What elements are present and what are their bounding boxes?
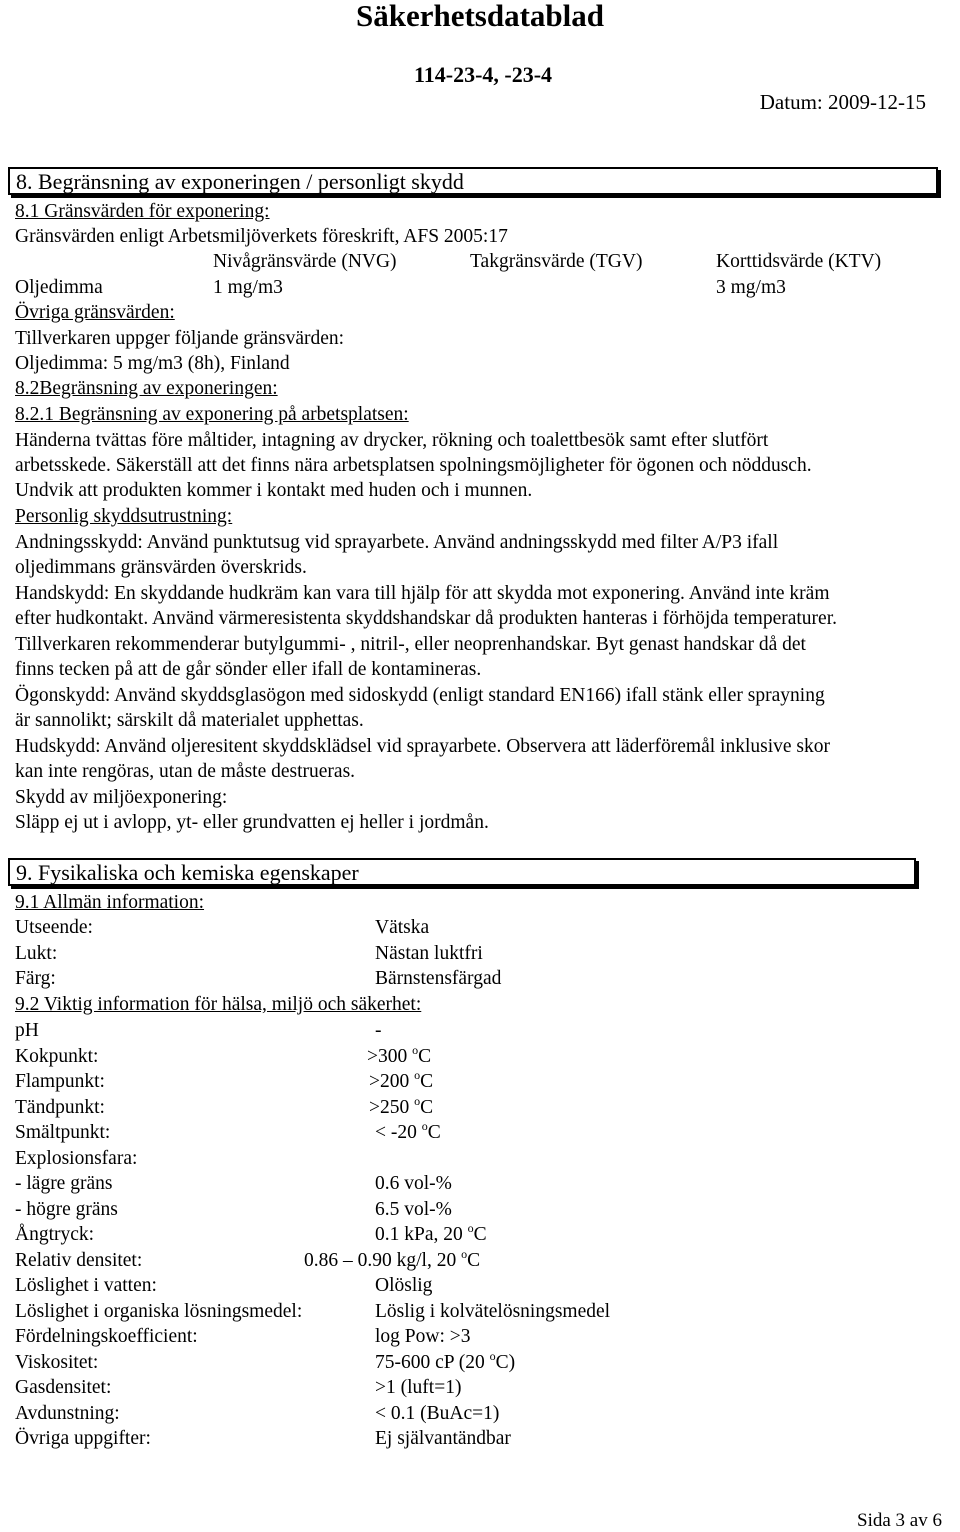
property-label: Explosionsfara: [15, 1148, 138, 1169]
section-8-1-heading: 8.1 Gränsvärden för exponering: [15, 201, 270, 222]
text-line: Handskydd: En skyddande hudkräm kan vara till hjälp för att skydda mot exponering. Använd inte kräm [15, 583, 830, 604]
limits-header-tgv: Takgränsvärde (TGV) [470, 251, 643, 272]
property-label: Avdunstning: [15, 1403, 120, 1424]
property-value-text: - [375, 1020, 382, 1041]
degree-sup: o [412, 1043, 419, 1057]
property-value [375, 1273, 432, 1298]
section-8-2-1-heading: 8.2.1 Begränsning av exponering på arbetsplatsen: [15, 404, 409, 425]
property-unit: C) [495, 1352, 516, 1373]
property-value-text: 75-600 cP (20 [375, 1352, 490, 1373]
property-unit: C [418, 1046, 432, 1067]
property-label: Löslighet i vatten: [15, 1275, 157, 1296]
limits-header-ktv: Korttidsvärde (KTV) [716, 251, 882, 272]
property-value [375, 1375, 461, 1400]
degree-sup: o [489, 1349, 496, 1363]
section-9-heading: 9. Fysikaliska och kemiska egenskaper [8, 858, 916, 886]
property-value-text: >250 [369, 1097, 415, 1118]
limits-header-nvg: Nivågränsvärde (NVG) [213, 251, 397, 272]
document-date: Datum: 2009-12-15 [759, 90, 926, 114]
property-unit: C [420, 1071, 434, 1092]
property-value-text: 0.86 – 0.90 kg/l, 20 [304, 1250, 462, 1271]
property-value-text: >1 (luft=1) [375, 1377, 462, 1398]
property-value-text: < -20 [375, 1122, 422, 1143]
text-line: Hudskydd: Använd oljeresitent skyddsklädsel vid sprayarbete. Observera att läderföremål inklusive skor [15, 736, 831, 757]
property-value [369, 1095, 433, 1120]
property-value-text: 6.5 vol-% [375, 1199, 452, 1220]
section-9-2-heading: 9.2 Viktig information för hälsa, miljö och säkerhet: [15, 994, 422, 1015]
text-line: Släpp ej ut i avlopp, yt- eller grundvatten ej heller i jordmån. [15, 812, 489, 833]
property-value [375, 1018, 382, 1043]
property-label: Relativ densitet: [15, 1250, 143, 1271]
property-label: Smältpunkt: [15, 1122, 111, 1143]
property-value [304, 1248, 480, 1273]
property-label: Kokpunkt: [15, 1046, 99, 1067]
general-value: Bärnstensfärgad [375, 968, 502, 989]
property-label: pH [15, 1020, 39, 1041]
property-unit: C [427, 1122, 441, 1143]
property-label: Viskositet: [15, 1352, 99, 1373]
degree-sup: o [421, 1119, 428, 1133]
limits-row-name: Oljedimma [15, 277, 103, 298]
property-label: Ångtryck: [15, 1224, 95, 1245]
property-value-text: Löslig i kolvätelösningsmedel [375, 1301, 611, 1322]
property-value [375, 1197, 452, 1222]
limits-intro: Gränsvärden enligt Arbetsmiljöverkets föreskrift, AFS 2005:17 [15, 226, 508, 247]
general-value: Vätska [375, 917, 430, 938]
limits-row-ktv: 3 mg/m3 [716, 277, 786, 298]
property-label: - högre gräns [15, 1199, 118, 1220]
text-line: kan inte rengöras, utan de måste destrueras. [15, 761, 356, 782]
property-value [375, 1299, 610, 1324]
general-label: Utseende: [15, 917, 93, 938]
property-unit: C [420, 1097, 434, 1118]
property-label: Fördelningskoefficient: [15, 1326, 198, 1347]
section-9-1-heading: 9.1 Allmän information: [15, 892, 205, 913]
text-line: oljedimmans gränsvärden överskrids. [15, 557, 307, 578]
text-line: Händerna tvättas före måltider, intagning av drycker, rökning och toalettbesök samt efter slutfört [15, 430, 769, 451]
property-value-text: Olöslig [375, 1275, 433, 1296]
property-value [375, 1350, 515, 1375]
text-line: Tillverkaren rekommenderar butylgummi- , nitril-, eller neoprenhandskar. Byt genast handskar då det [15, 634, 806, 655]
text-line: Skydd av miljöexponering: [15, 787, 228, 808]
property-label: Löslighet i organiska lösningsmedel: [15, 1301, 303, 1322]
property-value [375, 1426, 511, 1451]
section-8-2-heading: 8.2Begränsning av exponeringen: [15, 378, 278, 399]
other-limits-line: Tillverkaren uppger följande gränsvärden: [15, 328, 345, 349]
text-line: Undvik att produkten kommer i kontakt med huden och i munnen. [15, 480, 533, 501]
property-label: - lägre gräns [15, 1173, 113, 1194]
property-value-text: Ej självantändbar [375, 1428, 511, 1449]
text-line: Andningsskydd: Använd punktutsug vid sprayarbete. Använd andningsskydd med filter A/P3 ifall [15, 532, 779, 553]
general-label: Färg: [15, 968, 56, 989]
property-value [375, 1120, 441, 1145]
property-label: Flampunkt: [15, 1071, 105, 1092]
degree-sup: o [467, 1221, 474, 1235]
property-unit: C [473, 1224, 487, 1245]
property-value [375, 1401, 499, 1426]
page-number: Sida 3 av 6 [857, 1510, 942, 1531]
text-line: Ögonskydd: Använd skyddsglasögon med sidoskydd (enligt standard EN166) ifall stänk eller sprayning [15, 685, 825, 706]
degree-sup: o [414, 1068, 421, 1082]
limits-row-nvg: 1 mg/m3 [213, 277, 283, 298]
ppe-heading: Personlig skyddsutrustning: [15, 506, 233, 527]
property-value-text: log Pow: >3 [375, 1326, 471, 1347]
property-value-text: 0.1 kPa, 20 [375, 1224, 468, 1245]
text-line: arbetsskede. Säkerställ att det finns nära arbetsplatsen spolningsmöjligheter för ögonen och nöddusch. [15, 455, 812, 476]
property-label: Gasdensitet: [15, 1377, 112, 1398]
property-value-text: 0.6 vol-% [375, 1173, 452, 1194]
degree-sup: o [461, 1247, 468, 1261]
property-unit: C [467, 1250, 481, 1271]
property-value-text: >300 [367, 1046, 413, 1067]
property-value-text: >200 [369, 1071, 415, 1092]
degree-sup: o [414, 1094, 421, 1108]
general-value: Nästan luktfri [375, 943, 483, 964]
text-line: är sannolikt; särskilt då materialet upphettas. [15, 710, 364, 731]
property-label: Övriga uppgifter: [15, 1428, 151, 1449]
general-label: Lukt: [15, 943, 58, 964]
text-line: efter hudkontakt. Använd värmeresistenta skyddshandskar då produkten hanteras i förhöjda temperaturer. [15, 608, 837, 629]
property-label: Tändpunkt: [15, 1097, 105, 1118]
property-value [369, 1069, 433, 1094]
property-value [367, 1044, 431, 1069]
section-8-heading: 8. Begränsning av exponeringen / personligt skydd [8, 167, 938, 195]
property-value [375, 1171, 452, 1196]
document-title: Säkerhetsdatablad [355, 0, 605, 33]
other-limits-line: Oljedimma: 5 mg/m3 (8h), Finland [15, 353, 290, 374]
other-limits-heading: Övriga gränsvärden: [15, 302, 175, 323]
property-value-text: < 0.1 (BuAc=1) [375, 1403, 500, 1424]
document-id: 114-23-4, -23-4 [413, 62, 553, 87]
property-value [375, 1222, 487, 1247]
text-line: finns tecken på att de går sönder eller ifall de kontamineras. [15, 659, 482, 680]
property-value [375, 1324, 471, 1349]
